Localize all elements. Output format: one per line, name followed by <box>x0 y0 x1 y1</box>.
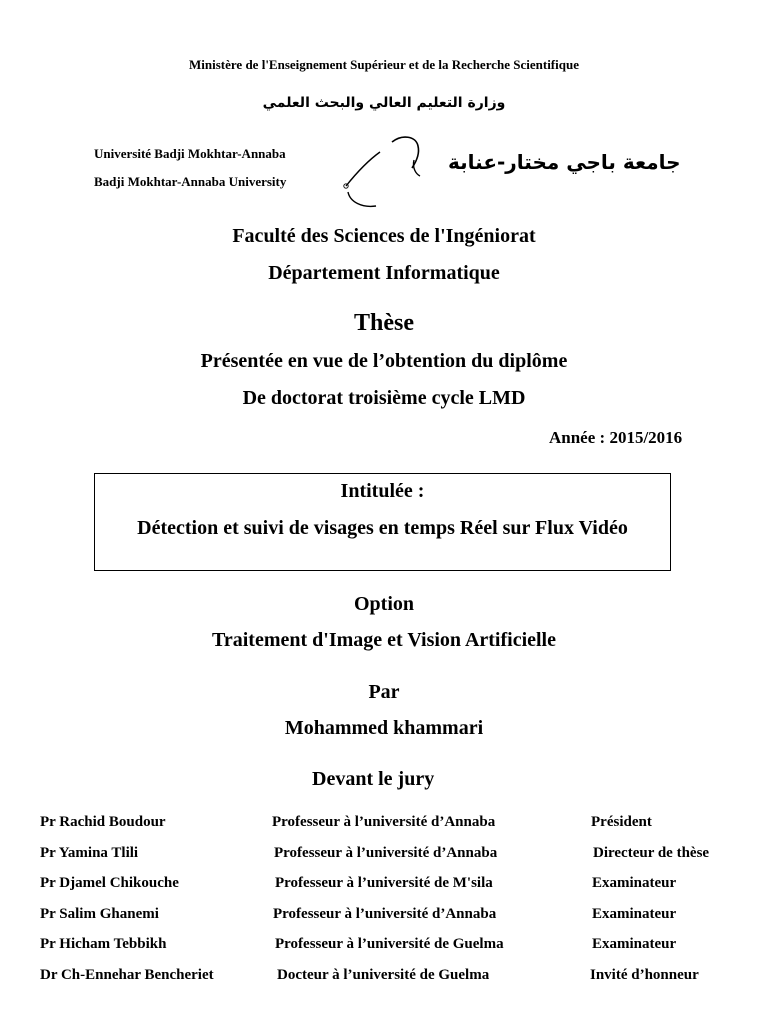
jury-heading: Devant le jury <box>312 768 435 790</box>
jury-member-affiliation: Professeur à l’université de Guelma <box>275 936 504 952</box>
jury-member-name: Pr Salim Ghanemi <box>40 906 159 922</box>
jury-row <box>0 814 768 836</box>
thesis-degree: De doctorat troisième cycle LMD <box>242 387 526 409</box>
jury-row <box>0 936 768 958</box>
title-heading: Intitulée : <box>340 480 425 502</box>
author-name: Mohammed khammari <box>284 717 484 739</box>
thesis-label: Thèse <box>354 310 414 336</box>
university-name-ar: جامعة باجي مختار-عنابة <box>448 150 681 174</box>
university-logo-icon <box>330 128 442 212</box>
academic-year: Année : 2015/2016 <box>549 428 683 447</box>
jury-member-role: Examinateur <box>592 936 677 952</box>
jury-member-affiliation: Professeur à l’université d’Annaba <box>273 906 497 922</box>
jury-row <box>0 845 768 867</box>
author-label: Par <box>368 681 400 703</box>
jury-member-name: Pr Djamel Chikouche <box>40 875 179 891</box>
university-name-en: Badji Mokhtar-Annaba University <box>94 174 287 189</box>
jury-member-affiliation: Docteur à l’université de Guelma <box>277 967 490 983</box>
jury-row <box>0 906 768 928</box>
jury-member-affiliation: Professeur à l’université d’Annaba <box>272 814 496 830</box>
thesis-title: Détection et suivi de visages en temps Réel sur Flux Vidéo <box>137 517 628 539</box>
thesis-title-box <box>94 473 671 571</box>
faculty-title: Faculté des Sciences de l'Ingéniorat <box>232 225 536 247</box>
option-label: Option <box>353 593 415 615</box>
department-title: Département Informatique <box>268 262 500 284</box>
university-name-fr: Université Badji Mokhtar-Annaba <box>94 146 286 161</box>
jury-member-role: Examinateur <box>592 906 677 922</box>
ministry-ar: وزارة التعليم العالي والبحث العلمي <box>262 95 506 111</box>
option-value: Traitement d'Image et Vision Artificielle <box>212 629 556 651</box>
jury-member-affiliation: Professeur à l’université d’Annaba <box>274 845 498 861</box>
jury-row <box>0 967 768 989</box>
jury-member-name: Dr Ch-Ennehar Bencheriet <box>40 967 214 983</box>
jury-member-role: Invité d’honneur <box>590 967 699 983</box>
thesis-purpose: Présentée en vue de l’obtention du diplôme <box>200 350 568 372</box>
jury-member-role: Directeur de thèse <box>593 845 710 861</box>
jury-member-name: Pr Yamina Tlili <box>40 845 139 861</box>
jury-member-name: Pr Rachid Boudour <box>40 814 166 830</box>
jury-member-role: Examinateur <box>592 875 677 891</box>
jury-member-role: Président <box>591 814 652 830</box>
jury-member-name: Pr Hicham Tebbikh <box>40 936 167 952</box>
ministry-fr: Ministère de l'Enseignement Supérieur et de la Recherche Scientifique <box>189 57 579 72</box>
jury-member-affiliation: Professeur à l’université de M'sila <box>275 875 493 891</box>
jury-row <box>0 875 768 897</box>
